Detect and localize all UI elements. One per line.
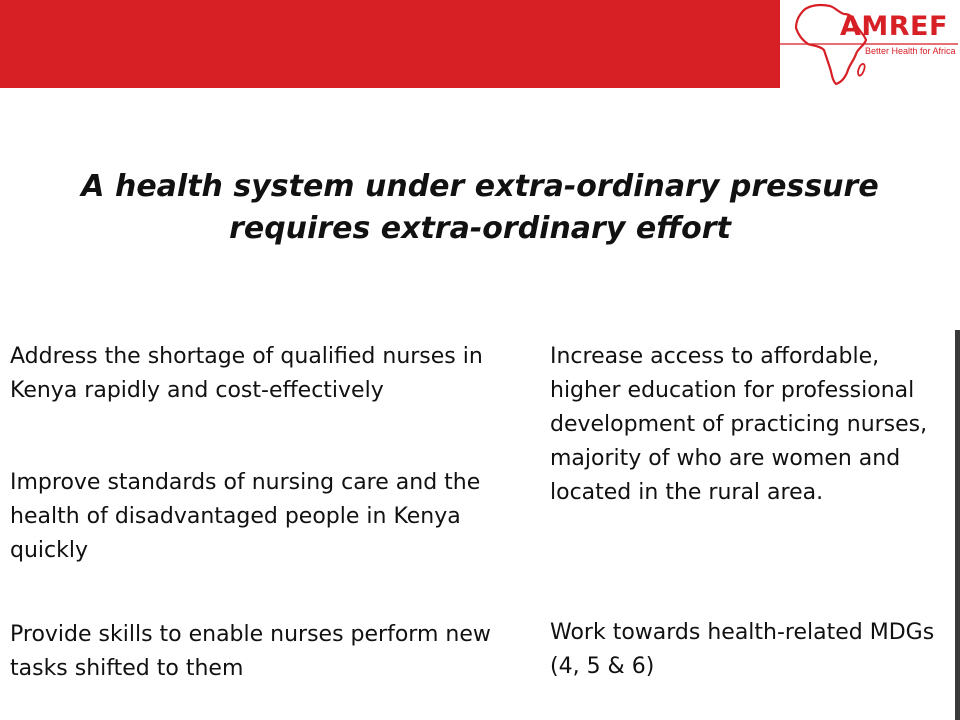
slide-edge-strip bbox=[955, 330, 960, 720]
slide-title bbox=[0, 166, 960, 250]
point-higher-education: Increase access to affordable, higher education for professional development of practicing nurses, majority of who are women and located in the rural area. bbox=[550, 344, 928, 505]
slide-title-line-2: requires extra-ordinary effort bbox=[229, 211, 731, 246]
point-nursing-standards: Improve standards of nursing care and the health of disadvantaged people in Kenya quickly bbox=[10, 470, 481, 563]
slide-title-line-1: A health system under extra-ordinary pressure bbox=[81, 169, 879, 204]
logo-name: AMREF bbox=[840, 11, 948, 42]
logo-tagline: Better Health for Africa bbox=[865, 46, 956, 56]
point-nurse-shortage: Address the shortage of qualified nurses in Kenya rapidly and cost-effectively bbox=[10, 344, 483, 403]
point-task-skills: Provide skills to enable nurses perform new tasks shifted to them bbox=[10, 622, 491, 681]
amref-logo bbox=[780, 0, 960, 88]
point-mdgs: Work towards health-related MDGs (4, 5 & 6) bbox=[550, 620, 935, 679]
